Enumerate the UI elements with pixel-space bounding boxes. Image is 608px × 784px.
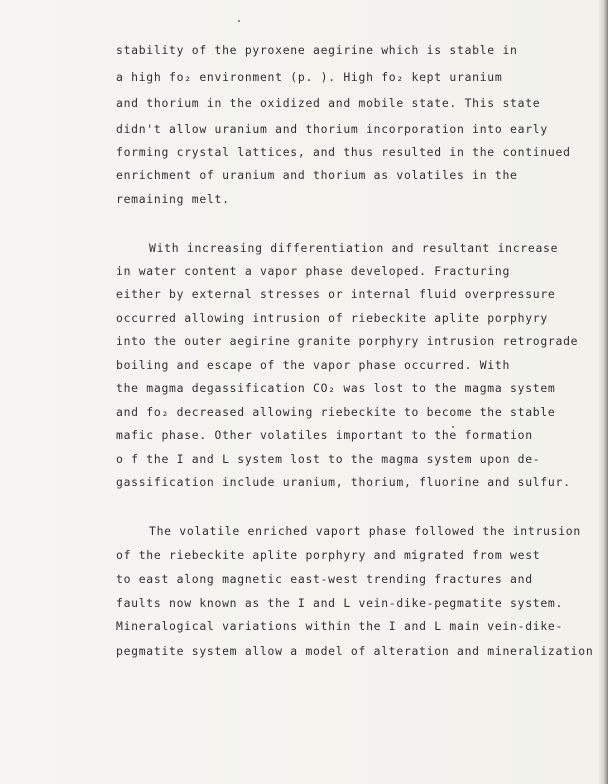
text-line: faults now known as the I and L vein-dike-pegmatite system. [116,596,564,610]
text-line: in water content a vapor phase developed. Fracturing [116,264,511,278]
text-line: o f the I and L system lost to the magma system upon de- [116,452,541,466]
text-line: into the outer aegirine granite porphyry intrusion retrograde [116,334,579,348]
text-line: The volatile enriched vaport phase followed the intrusion [149,524,581,538]
text-line: forming crystal lattices, and thus resulted in the continued [116,145,571,159]
text-line: and thorium in the oxidized and mobile state. This state [116,96,541,110]
text-line: the magma degassification CO₂ was lost to the magma system [116,381,556,395]
text-line: gassification include uranium, thorium, fluorine and sulfur. [116,475,571,489]
text-line: to east along magnetic east-west trending fractures and [116,572,533,586]
text-line: enrichment of uranium and thorium as volatiles in the [116,168,518,182]
text-line: either by external stresses or internal fluid overpressure [116,287,556,301]
text-line: and fo₂ decreased allowing riebeckite to become the stable [116,405,556,419]
text-line: remaining melt. [116,192,230,206]
scan-speck [238,20,240,22]
text-line: occurred allowing intrusion of riebeckite aplite porphyry [116,311,548,325]
page-edge-shadow [598,0,608,784]
text-line: boiling and escape of the vapor phase occurred. With [116,358,511,372]
text-line: stability of the pyroxene aegirine which is stable in [116,43,518,57]
text-line: mafic phase. Other volatiles important to the formation [116,428,533,442]
text-line: didn't allow uranium and thorium incorporation into early [116,122,548,136]
text-line: a high fo₂ environment (p. ). High fo₂ kept uranium [116,70,503,84]
text-line: With increasing differentiation and resultant increase [149,241,559,255]
text-line: Mineralogical variations within the I and L main vein-dike- [116,619,564,633]
text-line: of the riebeckite aplite porphyry and migrated from west [116,548,541,562]
text-line: pegmatite system allow a model of alteration and mineralization [116,644,594,658]
